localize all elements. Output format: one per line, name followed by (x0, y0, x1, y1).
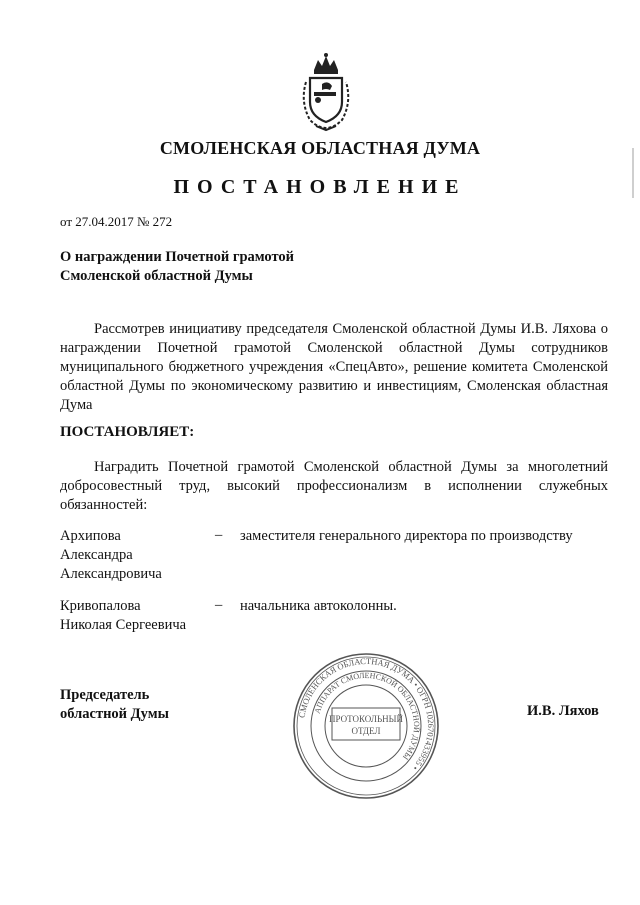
decree-heading: ПОСТАНОВЛЯЕТ: (60, 424, 195, 440)
signatory-name: И.В. Ляхов (527, 703, 599, 719)
subject-line-1: О награждении Почетной грамотой (60, 249, 295, 265)
signatory-title-line-1: Председатель (60, 687, 150, 703)
organization-name: СМОЛЕНСКАЯ ОБЛАСТНАЯ ДУМА (159, 138, 481, 158)
awardee-2-dash: – (215, 597, 223, 613)
awardee-1-given: Александра (60, 547, 133, 563)
subject-line-2: Смоленской областной Думы (60, 268, 253, 284)
awardee-2-surname: Кривопалова (60, 598, 141, 614)
awardee-1-patronymic: Александровича (60, 566, 162, 582)
awardee-2-name (60, 597, 186, 635)
document-subject (60, 248, 294, 286)
awardee-2-given-patronymic: Николая Сергеевича (60, 617, 187, 633)
stamp-center-line-2: ОТДЕЛ (351, 726, 381, 736)
awardee-1-dash: – (215, 527, 223, 543)
award-paragraph: Наградить Почетной грамотой Смоленской областной Думы за многолетний добросовестный труд, высокий профессионализм в исполнении служебных обязанностей: (60, 459, 608, 513)
signatory-title (60, 686, 169, 724)
document-date-number: от 27.04.2017 № 272 (60, 214, 173, 229)
scan-edge-mark (632, 148, 634, 198)
smolensk-coat-of-arms-icon (294, 52, 358, 132)
awardee-1-name (60, 527, 162, 584)
intro-paragraph: Рассмотрев инициативу председателя Смоленской областной Думы И.В. Ляхова о награждении Почетной грамотой Смоленской областной Думы сотрудников муниципального бюджетного учреждения «СпецАвто», решение комитета Смоленской областной Думы по экономическому развитию и инвестициям, Смоленская областная Дума (60, 321, 608, 413)
signatory-title-line-2: областной Думы (60, 706, 169, 722)
stamp-inner-text: АППАРАТ СМОЛЕНСКОЙ ОБЛАСТНОЙ ДУМЫ (312, 670, 422, 762)
stamp-outer-text: СМОЛЕНСКАЯ ОБЛАСТНАЯ ДУМА • ОГРН 1026701433955 • (296, 655, 437, 773)
document-type-title: ПОСТАНОВЛЕНИЕ (173, 176, 467, 198)
awardee-2-position: начальника автоколонны. (240, 598, 397, 614)
stamp-center-line-1: ПРОТОКОЛЬНЫЙ (329, 714, 403, 724)
awardee-1-position: заместителя генерального директора по производству (240, 528, 573, 544)
awardee-1-surname: Архипова (60, 528, 121, 544)
official-round-stamp-icon (290, 650, 442, 802)
